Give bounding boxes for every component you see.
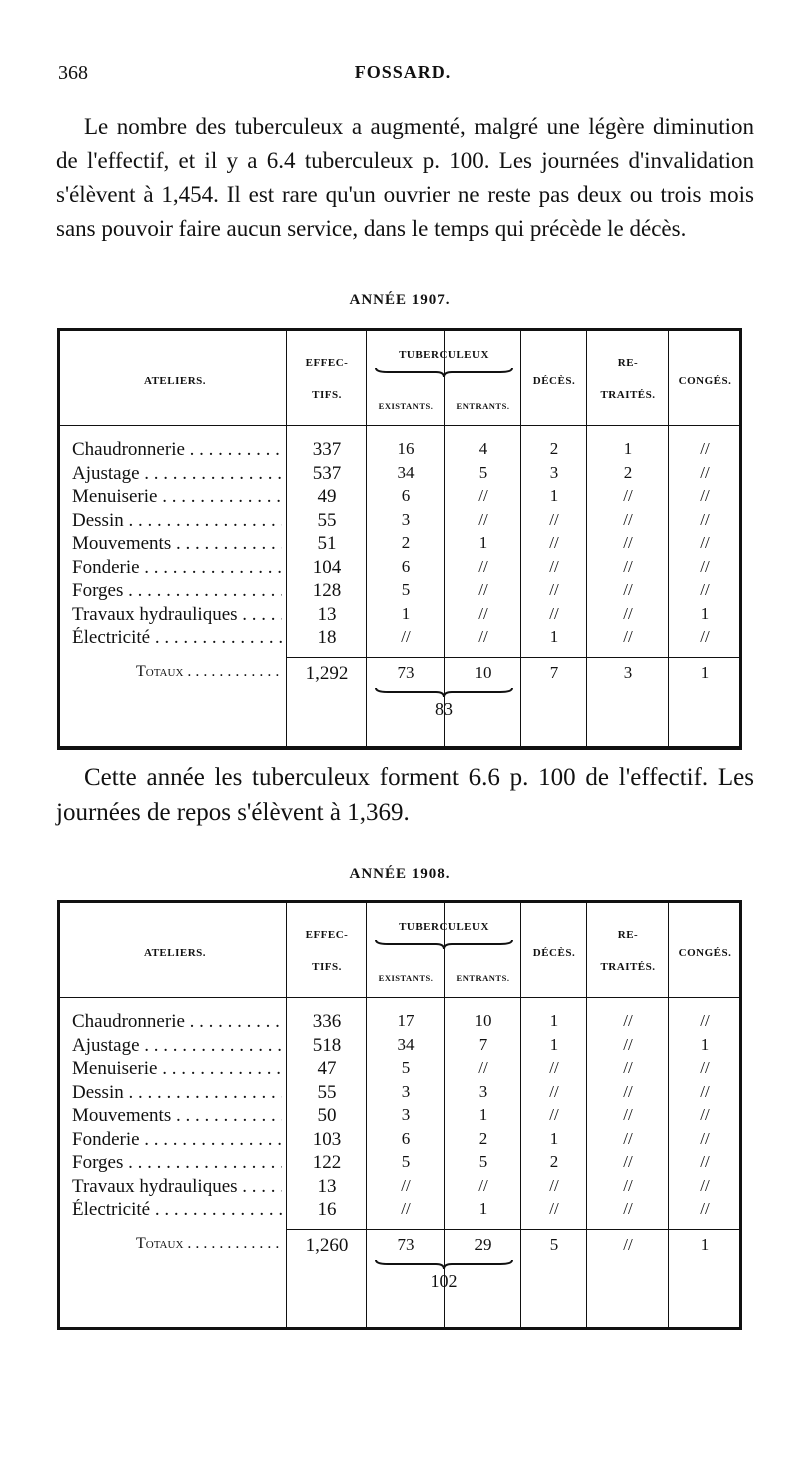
- deces-value: 1: [549, 1034, 559, 1054]
- header-retraites-2: TRAITÉS.: [600, 961, 656, 973]
- effectif-value: 122: [312, 1152, 342, 1173]
- effectif-value: 49: [317, 486, 337, 507]
- paragraph-2: Cette année les tuberculeux forment 6.6 p. 100 de l'effectif. Les journées de repos s'élèvent à 1,369.: [56, 764, 754, 826]
- deces-value: 2: [549, 439, 559, 458]
- retraites-value: //: [623, 556, 633, 576]
- conges-value: //: [700, 627, 710, 646]
- existants-value: //: [401, 627, 411, 646]
- effectif-value: 51: [317, 533, 337, 554]
- conges-value: 1: [700, 603, 710, 623]
- entrants-value: 3: [478, 1081, 488, 1101]
- effectif-value: 16: [317, 1199, 337, 1220]
- header-brace: [374, 937, 514, 955]
- header-tuberculeux: TUBERCULEUX: [399, 349, 489, 361]
- entrants-value: //: [478, 486, 488, 505]
- table-1907-title: ANNÉE 1907.: [349, 292, 451, 308]
- header-effectifs-1: EFFEC-: [305, 357, 349, 369]
- deces-value: //: [549, 1058, 559, 1077]
- table-row: [60, 627, 739, 650]
- totals-entrants: 29: [474, 1234, 492, 1254]
- conges-value: //: [700, 580, 710, 599]
- entrants-value: 4: [478, 439, 488, 458]
- retraites-value: //: [623, 533, 633, 552]
- table-row: [60, 1082, 739, 1105]
- totals-label-text: Totaux: [136, 662, 184, 680]
- conges-value: //: [700, 1081, 710, 1101]
- page-header: [58, 62, 748, 92]
- deces-value: //: [549, 1105, 559, 1124]
- atelier-name: Électricité . . .: [72, 1199, 282, 1221]
- atelier-name: Ajustage . . .: [72, 463, 282, 485]
- existants-value: 16: [397, 439, 415, 458]
- retraites-value: //: [623, 1128, 633, 1148]
- table-row: [60, 1129, 739, 1152]
- retraites-value: //: [623, 1152, 633, 1171]
- retraites-value: //: [623, 603, 633, 623]
- existants-value: 3: [401, 1081, 411, 1101]
- atelier-name: Ajustage . . .: [72, 1035, 282, 1057]
- table-row: [60, 1011, 739, 1034]
- table-row: [60, 1035, 739, 1058]
- totals-conges: 1: [700, 1234, 710, 1254]
- conges-value: //: [700, 1058, 710, 1077]
- atelier-name: Fonderie . . .: [72, 1129, 282, 1151]
- entrants-value: //: [478, 580, 488, 599]
- table-row: [60, 510, 739, 533]
- header-brace: [374, 365, 514, 383]
- atelier-name: Forges . . .: [72, 1152, 282, 1174]
- deces-value: 3: [549, 462, 559, 482]
- totals-existants: 73: [397, 1234, 415, 1254]
- atelier-name: Forges . . .: [72, 580, 282, 602]
- existants-value: 3: [401, 1105, 411, 1124]
- table-1908-title: ANNÉE 1908.: [349, 866, 451, 882]
- atelier-name: Fonderie . . .: [72, 557, 282, 579]
- header-existants: EXISTANTS.: [378, 973, 434, 983]
- header-tuberculeux: TUBERCULEUX: [399, 921, 489, 933]
- header-effectifs-2: TIFS.: [312, 389, 342, 401]
- tuberculeux-sum: 83: [435, 698, 453, 719]
- conges-value: //: [700, 556, 710, 576]
- header-retraites-2: TRAITÉS.: [600, 389, 656, 401]
- entrants-value: 1: [478, 533, 488, 552]
- entrants-value: 5: [478, 462, 488, 482]
- table-row: [60, 580, 739, 603]
- existants-value: 5: [401, 580, 411, 599]
- table-1907: [57, 328, 742, 750]
- conges-value: 1: [700, 1034, 710, 1054]
- header-ateliers: ATELIERS.: [143, 375, 207, 387]
- totals-entrants: 10: [474, 662, 492, 682]
- retraites-value: //: [623, 509, 633, 529]
- atelier-name: Chaudronnerie . . .: [72, 1011, 282, 1033]
- table-row: [60, 1058, 739, 1081]
- entrants-value: //: [478, 509, 488, 529]
- totals-label: [72, 1235, 282, 1253]
- effectif-value: 18: [317, 627, 337, 648]
- deces-value: //: [549, 603, 559, 623]
- conges-value: //: [700, 1011, 710, 1030]
- header-effectifs-2: TIFS.: [312, 961, 342, 973]
- atelier-name: Menuiserie . . .: [72, 486, 282, 508]
- conges-value: //: [700, 1152, 710, 1171]
- totals-deces: 5: [549, 1234, 559, 1254]
- retraites-value: //: [623, 1034, 633, 1054]
- table-row: [60, 1176, 739, 1199]
- atelier-name: Travaux hydrauliques . . .: [72, 604, 282, 626]
- atelier-name: Mouvements . . .: [72, 1105, 282, 1127]
- conges-value: //: [700, 1128, 710, 1148]
- existants-value: 17: [397, 1011, 415, 1030]
- effectif-value: 55: [317, 1081, 337, 1103]
- entrants-value: 1: [478, 1105, 488, 1124]
- totals-label-text: Totaux: [136, 1234, 184, 1252]
- conges-value: //: [700, 462, 710, 482]
- header-retraites-1: RE-: [617, 929, 639, 941]
- entrants-value: 7: [478, 1034, 488, 1054]
- entrants-value: //: [478, 627, 488, 646]
- retraites-value: 2: [623, 462, 633, 482]
- effectif-value: 337: [312, 439, 342, 460]
- table-row: [60, 533, 739, 556]
- atelier-name: Dessin . . .: [72, 1082, 282, 1104]
- effectif-value: 103: [312, 1128, 342, 1150]
- totals-rule: [286, 657, 739, 658]
- retraites-value: //: [623, 1105, 633, 1124]
- retraites-value: //: [623, 1199, 633, 1218]
- header-deces: DÉCÈS.: [532, 947, 576, 959]
- header-deces: DÉCÈS.: [532, 375, 576, 387]
- table-row: [60, 439, 739, 462]
- entrants-value: //: [478, 1058, 488, 1077]
- retraites-value: //: [623, 1081, 633, 1101]
- header-entrants: ENTRANTS.: [456, 973, 510, 983]
- paragraph-1: Le nombre des tuberculeux a augmenté, malgré une légère diminution de l'effectif, et il y a 6.4 tuberculeux p. 100. Les journées d'invalidation s'élèvent à 1,454. Il est rare qu'un ouvrier ne reste pas deux ou trois mois sans pouvoir faire aucun service, dans le temps qui précède le décès.: [56, 114, 754, 241]
- totals-row: [60, 1235, 739, 1258]
- effectif-value: 13: [317, 1175, 337, 1197]
- conges-value: //: [700, 1175, 710, 1195]
- totals-conges: 1: [700, 662, 710, 682]
- header-retraites-1: RE-: [617, 357, 639, 369]
- effectif-value: 55: [317, 509, 337, 531]
- totals-retraites: 3: [623, 662, 633, 682]
- totals-effectif: 1,292: [305, 662, 349, 684]
- conges-value: //: [700, 486, 710, 505]
- header-rule: [60, 425, 739, 426]
- existants-value: 34: [397, 462, 415, 482]
- atelier-name: Électricité . . .: [72, 627, 282, 649]
- totals-effectif: 1,260: [305, 1234, 349, 1256]
- table-row: [60, 1152, 739, 1175]
- deces-value: //: [549, 1175, 559, 1195]
- existants-value: 34: [397, 1034, 415, 1054]
- header-conges: CONGÉS.: [678, 947, 732, 959]
- effectif-value: 537: [312, 462, 342, 484]
- existants-value: 3: [401, 509, 411, 529]
- atelier-name: Travaux hydrauliques . . .: [72, 1176, 282, 1198]
- deces-value: //: [549, 580, 559, 599]
- retraites-value: //: [623, 1175, 633, 1195]
- existants-value: 6: [401, 1128, 411, 1148]
- retraites-value: 1: [623, 439, 633, 458]
- existants-value: //: [401, 1199, 411, 1218]
- effectif-value: 50: [317, 1105, 337, 1126]
- running-head: FOSSARD.: [354, 62, 452, 82]
- header-rule: [60, 997, 739, 998]
- header-entrants: ENTRANTS.: [456, 401, 510, 411]
- retraites-value: //: [623, 486, 633, 505]
- retraites-value: //: [623, 580, 633, 599]
- page-number: 368: [58, 62, 88, 84]
- conges-value: //: [700, 439, 710, 458]
- effectif-value: 104: [312, 556, 342, 578]
- atelier-name: Mouvements . . .: [72, 533, 282, 555]
- header-existants: EXISTANTS.: [378, 401, 434, 411]
- existants-value: 2: [401, 533, 411, 552]
- existants-value: 1: [401, 603, 411, 623]
- entrants-value: 5: [478, 1152, 488, 1171]
- effectif-value: 128: [312, 580, 342, 601]
- effectif-value: 336: [312, 1011, 342, 1032]
- header-ateliers: ATELIERS.: [143, 947, 207, 959]
- deces-value: 1: [549, 1128, 559, 1148]
- totals-row: [60, 663, 739, 686]
- retraites-value: //: [623, 627, 633, 646]
- existants-value: //: [401, 1175, 411, 1195]
- deces-value: 1: [549, 486, 559, 505]
- tuberculeux-sum: 102: [430, 1270, 458, 1291]
- deces-value: //: [549, 509, 559, 529]
- entrants-value: //: [478, 1175, 488, 1195]
- retraites-value: //: [623, 1011, 633, 1030]
- table-row: [60, 1105, 739, 1128]
- deces-value: //: [549, 1199, 559, 1218]
- totals-label: [72, 663, 282, 681]
- entrants-value: 10: [474, 1011, 492, 1030]
- totals-rule: [286, 1229, 739, 1230]
- effectif-value: 13: [317, 603, 337, 625]
- conges-value: //: [700, 1199, 710, 1218]
- header-effectifs-1: EFFEC-: [305, 929, 349, 941]
- atelier-name: Chaudronnerie . . .: [72, 439, 282, 461]
- table-row: [60, 486, 739, 509]
- conges-value: //: [700, 1105, 710, 1124]
- deces-value: 1: [549, 1011, 559, 1030]
- table-row: [60, 1199, 739, 1222]
- table-row: [60, 604, 739, 627]
- conges-value: //: [700, 509, 710, 529]
- existants-value: 6: [401, 486, 411, 505]
- conges-value: //: [700, 533, 710, 552]
- entrants-value: //: [478, 556, 488, 576]
- deces-value: //: [549, 533, 559, 552]
- deces-value: //: [549, 556, 559, 576]
- entrants-value: //: [478, 603, 488, 623]
- totals-retraites: //: [623, 1234, 633, 1254]
- table-row: [60, 463, 739, 486]
- existants-value: 6: [401, 556, 411, 576]
- effectif-value: 47: [317, 1058, 337, 1079]
- entrants-value: 1: [478, 1199, 488, 1218]
- atelier-name: Dessin . . .: [72, 510, 282, 532]
- table-row: [60, 557, 739, 580]
- existants-value: 5: [401, 1152, 411, 1171]
- header-conges: CONGÉS.: [678, 375, 732, 387]
- deces-value: 2: [549, 1152, 559, 1171]
- totals-existants: 73: [397, 662, 415, 682]
- existants-value: 5: [401, 1058, 411, 1077]
- deces-value: //: [549, 1081, 559, 1101]
- deces-value: 1: [549, 627, 559, 646]
- totals-deces: 7: [549, 662, 559, 682]
- table-1908: [57, 900, 742, 1330]
- retraites-value: //: [623, 1058, 633, 1077]
- entrants-value: 2: [478, 1128, 488, 1148]
- effectif-value: 518: [312, 1034, 342, 1056]
- atelier-name: Menuiserie . . .: [72, 1058, 282, 1080]
